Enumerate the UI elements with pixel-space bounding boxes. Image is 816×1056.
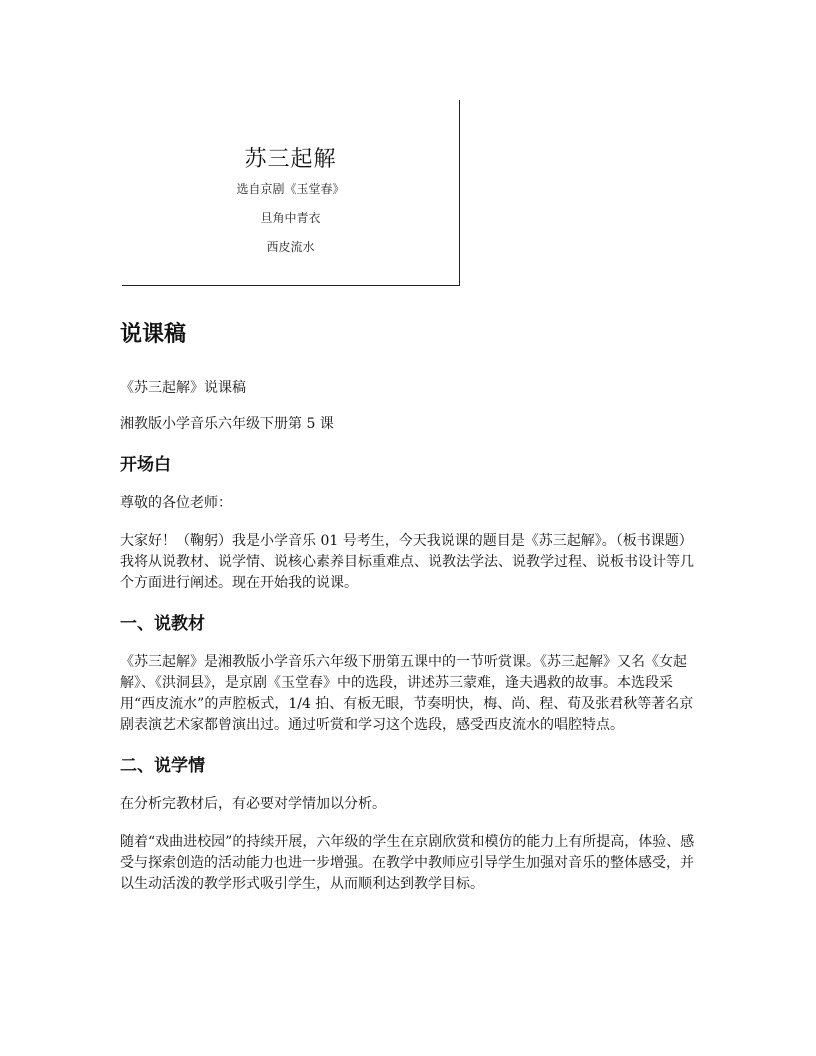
textbook-analysis-paragraph: 《苏三起解》是湘教版小学音乐六年级下册第五课中的一节听赏课。《苏三起解》又名《女起解》、《洪洞县》，是京剧《玉堂春》中的选段，讲述苏三蒙难，逢夫遇救的故事。本选段采用“西皮流水”的声腔板式，1/4 拍、有板无眼，节奏明快，梅、尚、程、荀及张君秋等著名京剧表演艺术家都曾演出过。通过听赏和学习这个选段，感受西皮流水的唱腔特点。: [120, 654, 694, 733]
learner-analysis-paragraph: 随着“戏曲进校园”的持续开展，六年级的学生在京剧欣赏和模仿的能力上有所提高，体验、感受与探索创造的活动能力也进一步增强。在教学中教师应引导学生加强对音乐的整体感受，并以生动活泼的教学形式吸引学生，从而顺利达到教学目标。: [120, 834, 695, 892]
slide-source-line: 选自京剧《玉堂春》: [236, 182, 345, 196]
slide-role-line: 旦角中青衣: [260, 211, 321, 225]
document-subtitle: 《苏三起解》说课稿: [120, 380, 246, 396]
document-title: 说课稿: [120, 322, 187, 347]
textbook-info: 湘教版小学音乐六年级下册第 5 课: [120, 416, 334, 432]
slide-title: 苏三起解: [244, 147, 337, 172]
opening-paragraph: 大家好！（鞠躬）我是小学音乐 01 号考生，今天我说课的题目是《苏三起解》。（板书课题）我将从说教材、说学情、说核心素养目标重难点、说教法学法、说教学过程、说板书设计等几个方面进行阐述。现在开始我的说课。: [120, 533, 694, 591]
heading-learner-analysis: 二、说学情: [120, 756, 205, 776]
learner-analysis-intro: 在分析完教材后，有必要对学情加以分析。: [120, 796, 386, 812]
slide-thumbnail: [122, 100, 460, 286]
heading-textbook-analysis: 一、说教材: [120, 614, 205, 634]
slide-tune-line: 西皮流水: [266, 240, 315, 254]
document-body: [120, 320, 700, 910]
heading-opening: 开场白: [120, 455, 171, 475]
opening-greeting: 尊敬的各位老师：: [120, 495, 232, 511]
